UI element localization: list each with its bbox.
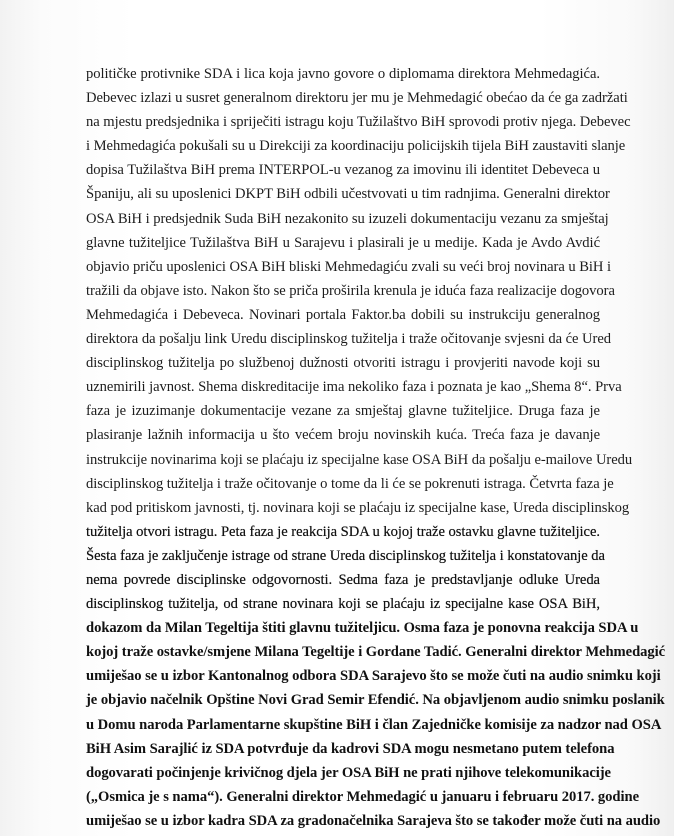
text-line: disciplinskog tužitelja i traže očitovanje o tome da li će se pokrenuti istraga. Četvrta faza je: [86, 475, 614, 492]
text-line: („Osmica je s nama“). Generalni direktor Mehmedagić u januaru i februaru 2017. godine: [86, 788, 639, 805]
text-line: BiH Asim Sarajlić iz SDA potvrđuje da kadrovi SDA mogu nesmetano putem telefona: [86, 740, 615, 757]
text-line: Debevec izlazi u susret generalnom direktoru jer mu je Mehmedagić obećao da će ga zadržati: [86, 90, 628, 107]
text-line: umiješao se u izbor Kantonalnog odbora SDA Sarajevo što se može čuti na audio snimku koji: [86, 668, 661, 685]
text-line: i Mehmedagića pokušali su u Direkciji za koordinaciju policijskih tijela BiH zaustaviti slanje: [86, 138, 626, 155]
text-line: kojoj traže ostavke/smjene Milana Tegeltije i Gordane Tadić. Generalni direktor Mehmedagić: [86, 644, 666, 661]
text-line: disciplinskog tužitelja po službenoj dužnosti otvoriti istragu i provjeriti navode koji su: [86, 355, 600, 372]
text-line: dogovarati počinjenje krivičnog djela jer OSA BiH ne prati njihove telekomunikacije: [86, 764, 611, 781]
text-line: objavio priču uposlenici OSA BiH bliski Mehmedagiću zvali su veći broj novinara u BiH i: [86, 258, 611, 275]
text-line: uznemirili javnost. Shema diskreditacije ima nekoliko faza i poznata je kao „Shema 8“. Prva: [86, 379, 622, 396]
text-line: Šesta faza je zaključenje istrage od strane Ureda disciplinskog tužitelja i konstatovanje da: [86, 547, 605, 564]
text-line: Mehmedagića i Debeveca. Novinari portala Faktor.ba dobili su instrukciju generalnog: [86, 306, 600, 323]
text-line: u Domu naroda Parlamentarne skupštine BiH i član Zajedničke komisije za nadzor nad OSA: [86, 716, 662, 733]
text-line: tražili da objave isto. Nakon što se priča proširila krenula je iduća faza realizacije dogovora: [86, 282, 615, 299]
text-line: dopisa Tužilaštva BiH prema INTERPOL-u vezanog za imovinu ili identitet Debeveca u: [86, 162, 600, 179]
text-line: Španiju, ali su uposlenici DKPT BiH odbili učestvovati u tim radnjima. Generalni direktor: [86, 186, 610, 203]
text-line: OSA BiH i predsjednik Suda BiH nezakonito su izuzeli dokumentaciju vezanu za smještaj: [86, 210, 609, 227]
text-line: na mjestu predsjednika i spriječiti istragu koju Tužilaštvo BiH sprovodi protiv njega. Debevec: [86, 114, 631, 131]
text-line: plasiranje lažnih informacija u što većem broju novinskih kuća. Treća faza je davanje: [86, 427, 600, 444]
text-line: nema povrede disciplinske odgovornosti. Sedma faza je predstavljanje odluke Ureda: [86, 571, 600, 588]
text-line: je objavio načelnik Opštine Novi Grad Semir Efendić. Na objavljenom audio snimku poslanik: [86, 692, 665, 709]
text-line: kad pod pritiskom javnosti, tj. novinara koji se plaćaju iz specijalne kase, Ureda disciplinskog: [86, 499, 630, 516]
text-line: političke protivnike SDA i lica koja javno govore o diplomama direktora Mehmedagića.: [86, 66, 600, 82]
document-body-text: [86, 62, 666, 833]
text-line: direktora da pošalju link Uredu disciplinskog tužitelja i traže očitovanje svjesni da će Ured: [86, 331, 612, 348]
text-line: faza je izuzimanje dokumentacije vezane za smještaj glavne tužiteljice. Druga faza je: [86, 403, 600, 420]
text-line: glavne tužiteljice Tužilaštva BiH u Sarajevu i plasirali je u medije. Kada je Avdo Avdić: [86, 234, 600, 251]
text-line: disciplinskog tužitelja, od strane novinara koji se plaćaju iz specijalne kase OSA BiH,: [86, 596, 600, 613]
text-line: tužitelja otvori istragu. Peta faza je reakcija SDA u kojoj traže ostavku glavne tužiteljice.: [86, 523, 600, 540]
text-line: dokazom da Milan Tegeltija štiti glavnu tužiteljicu. Osma faza je ponovna reakcija SDA u: [86, 620, 639, 637]
text-line: umiješao se u izbor kadra SDA za gradonačelnika Sarajeva što se također može čuti na audio: [86, 812, 661, 829]
text-line: instrukcije novinarima koji se plaćaju iz specijalne kase OSA BiH da pošalju e-mailove Uredu: [86, 451, 633, 468]
